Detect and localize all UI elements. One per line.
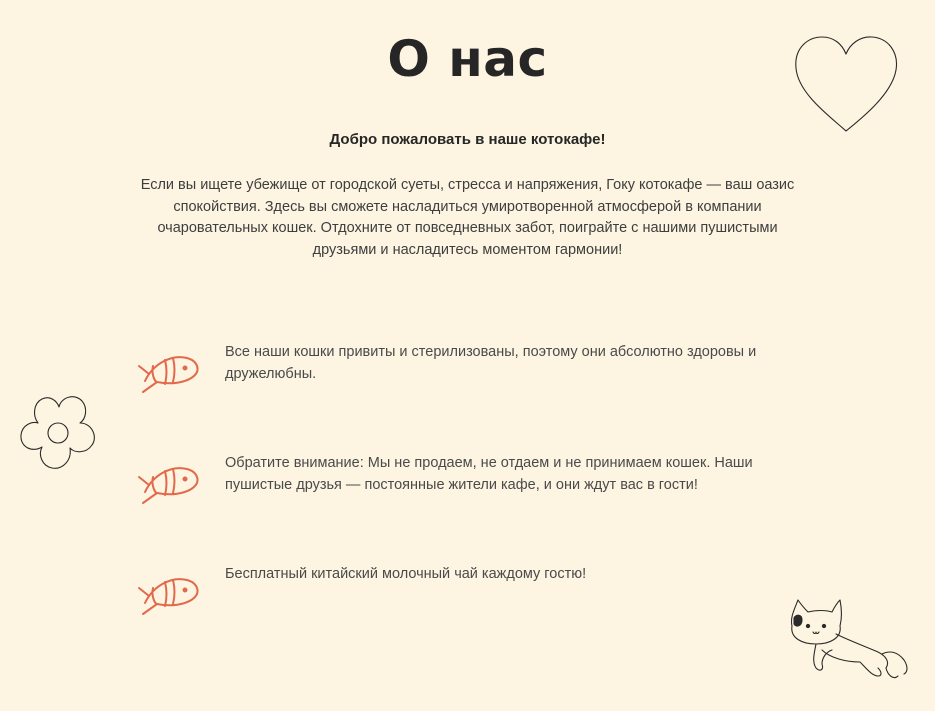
feature-item (135, 455, 835, 515)
flower-icon (20, 393, 98, 473)
feature-item (135, 566, 835, 626)
fish-icon (135, 455, 201, 505)
heart-icon (792, 34, 900, 134)
feature-text: Бесплатный китайский молочный чай каждому гостю! (225, 566, 587, 582)
page-title: О нас (387, 30, 548, 88)
feature-item (135, 344, 835, 404)
fish-icon (135, 566, 201, 616)
feature-text: Все наши кошки привиты и стерилизованы, поэтому они абсолютно здоровы и дружелюбны. (225, 344, 757, 382)
fish-icon (135, 344, 201, 394)
feature-text: Обратите внимание: Мы не продаем, не отдаем и не принимаем кошек. Наши пушистые друзья — постоянные жители кафе, и они ждут вас в гости! (225, 455, 753, 493)
intro-paragraph: Если вы ищете убежище от городской суеты, стресса и напряжения, Гоку котокафе — ваш оазис спокойствия. Здесь вы сможете насладиться умиротворенной атмосферой в компании очаровательных кошек. Отдохните от повседневных забот, поиграйте с нашими пушистыми друзьями и насладитесь моментом гармонии! (140, 177, 795, 258)
cat-illustration (786, 596, 912, 686)
welcome-subtitle: Добро пожаловать в наше котокафе! (329, 131, 606, 148)
